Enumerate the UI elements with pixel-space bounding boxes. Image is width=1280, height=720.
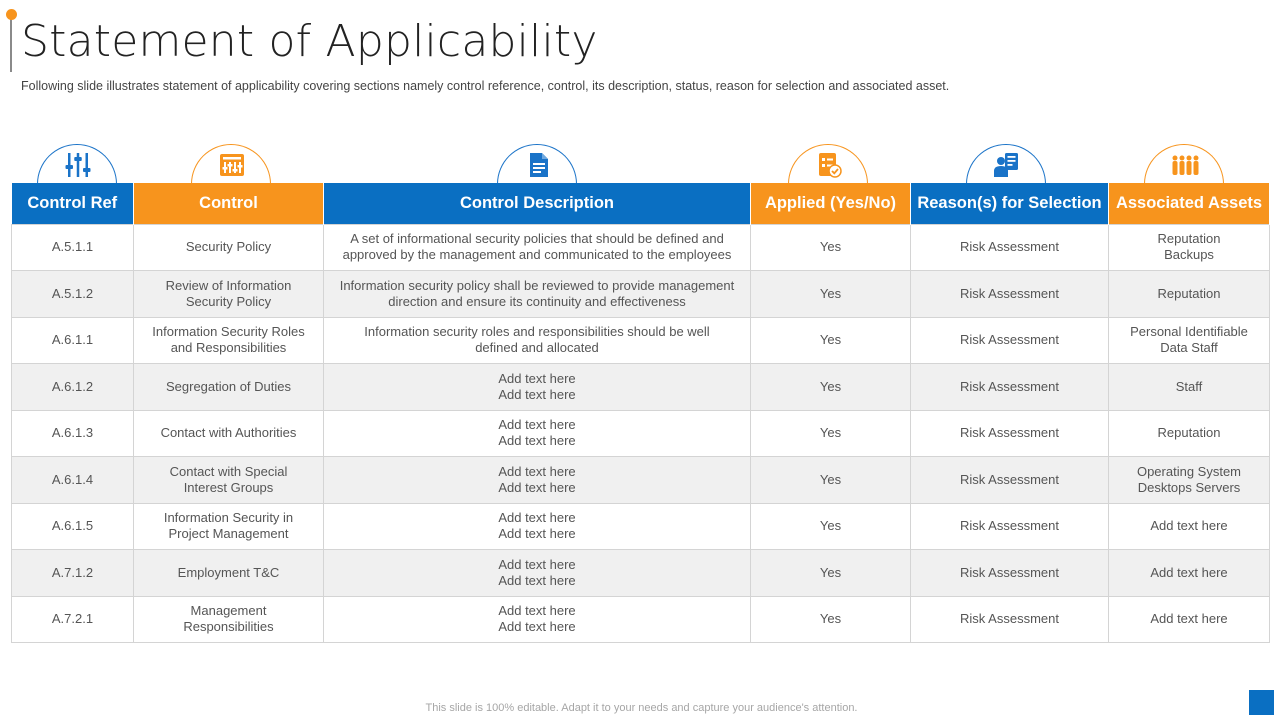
cell-description	[324, 596, 751, 643]
cell-assets-line: Add text here	[1150, 564, 1228, 580]
cell-assets	[1109, 224, 1270, 271]
cell-description-line: Add text here	[498, 463, 576, 479]
cell-control	[134, 457, 324, 504]
cell-assets-line: Data Staff	[1160, 340, 1218, 356]
cell-description-line: approved by the management and communicated to the employees	[342, 247, 732, 263]
cell-control-ref: A.6.1.1	[12, 317, 134, 364]
cell-assets-line: Backups	[1164, 247, 1214, 263]
page-subtitle: Following slide illustrates statement of applicability covering sections namely control reference, control, its description, status, reason for selection and associated asset.	[21, 79, 950, 93]
header-control-description: Control Description	[324, 183, 751, 224]
cell-applied: Yes	[751, 596, 911, 643]
cell-description-line: Add text here	[498, 619, 576, 635]
cell-assets-line: Reputation	[1157, 285, 1221, 301]
cell-description-line: Information security roles and responsibilities should be well	[364, 324, 710, 340]
control-ref-icon-badge	[37, 144, 117, 184]
cell-reason: Risk Assessment	[911, 503, 1109, 550]
cell-reason: Risk Assessment	[911, 317, 1109, 364]
cell-description-line: defined and allocated	[475, 340, 599, 356]
cell-reason: Risk Assessment	[911, 224, 1109, 271]
cell-assets	[1109, 364, 1270, 411]
cell-reason: Risk Assessment	[911, 596, 1109, 643]
table-row	[12, 596, 1270, 643]
cell-description	[324, 503, 751, 550]
header-associated-assets: Associated Assets	[1109, 183, 1270, 224]
header-applied: Applied (Yes/No)	[751, 183, 911, 224]
cell-control-ref: A.7.2.1	[12, 596, 134, 643]
cell-control-line: Contact with Special	[169, 463, 288, 479]
cell-assets	[1109, 503, 1270, 550]
cell-control-line: Project Management	[168, 526, 289, 542]
table-row	[12, 503, 1270, 550]
cell-control-line: Review of Information	[165, 277, 292, 293]
header-control: Control	[134, 183, 324, 224]
cell-description-line: Add text here	[498, 370, 576, 386]
cell-control-line: Security Policy	[185, 239, 272, 255]
cell-assets	[1109, 596, 1270, 643]
control-icon-badge	[191, 144, 271, 184]
table-row	[12, 550, 1270, 597]
table-row	[12, 364, 1270, 411]
cell-applied: Yes	[751, 271, 911, 318]
cell-assets-line: Personal Identifiable	[1130, 324, 1248, 340]
cell-control-ref: A.6.1.3	[12, 410, 134, 457]
cell-control	[134, 550, 324, 597]
corner-accent	[1249, 690, 1274, 715]
header-control-ref: Control Ref	[12, 183, 134, 224]
checklist-icon	[815, 151, 843, 179]
cell-control-line: Information Security in	[163, 510, 294, 526]
cell-description-line: Add text here	[498, 479, 576, 495]
cell-applied: Yes	[751, 503, 911, 550]
cell-description-line: Add text here	[498, 572, 576, 588]
cell-control-ref: A.5.1.2	[12, 271, 134, 318]
cell-applied: Yes	[751, 364, 911, 411]
cell-description-line: direction and ensure its continuity and effectiveness	[388, 293, 686, 309]
cell-description	[324, 364, 751, 411]
sliders-icon	[64, 151, 92, 179]
cell-description	[324, 271, 751, 318]
cell-reason: Risk Assessment	[911, 550, 1109, 597]
cell-control-line: Segregation of Duties	[165, 378, 292, 394]
cell-assets	[1109, 271, 1270, 318]
cell-control-line: Management	[190, 603, 267, 619]
cell-assets-line: Operating System	[1136, 463, 1242, 479]
cell-reason: Risk Assessment	[911, 457, 1109, 504]
title-accent-dot	[6, 9, 17, 20]
cell-assets-line: Add text here	[1150, 611, 1228, 627]
applicability-table	[11, 183, 1270, 643]
cell-control-ref: A.6.1.5	[12, 503, 134, 550]
cell-control	[134, 364, 324, 411]
cell-description-line: Add text here	[498, 603, 576, 619]
cell-assets-line: Reputation	[1157, 425, 1221, 441]
cell-control-line: Security Policy	[185, 293, 272, 309]
cell-assets-line: Add text here	[1150, 518, 1228, 534]
cell-description-line: A set of informational security policies that should be defined and	[350, 231, 724, 247]
cell-control	[134, 596, 324, 643]
cell-applied: Yes	[751, 317, 911, 364]
cell-control-ref: A.6.1.2	[12, 364, 134, 411]
cell-control-ref: A.7.1.2	[12, 550, 134, 597]
cell-description-line: Information security policy shall be reviewed to provide management	[339, 277, 735, 293]
cell-assets-line: Reputation	[1157, 231, 1221, 247]
cell-applied: Yes	[751, 550, 911, 597]
cell-control-line: Employment T&C	[177, 564, 280, 580]
cell-assets-line: Staff	[1175, 378, 1203, 394]
cell-assets	[1109, 317, 1270, 364]
footer-note: This slide is 100% editable. Adapt it to your needs and capture your audience's attention.	[425, 702, 858, 714]
cell-assets-line: Desktops Servers	[1137, 479, 1241, 495]
table-row	[12, 317, 1270, 364]
cell-description	[324, 317, 751, 364]
cell-description	[324, 457, 751, 504]
cell-assets	[1109, 457, 1270, 504]
page-title: Statement of Applicability	[21, 16, 598, 67]
cell-control-line: and Responsibilities	[170, 340, 287, 356]
cell-description-line: Add text here	[498, 417, 576, 433]
cell-assets	[1109, 410, 1270, 457]
cell-reason: Risk Assessment	[911, 410, 1109, 457]
people-group-icon	[1171, 151, 1199, 179]
cell-description	[324, 550, 751, 597]
cell-description-line: Add text here	[498, 433, 576, 449]
title-accent-line	[10, 14, 12, 72]
cell-description-line: Add text here	[498, 510, 576, 526]
cell-control-line: Responsibilities	[183, 619, 274, 635]
cell-description-line: Add text here	[498, 386, 576, 402]
assets-icon-badge	[1144, 144, 1224, 184]
cell-control	[134, 410, 324, 457]
table-row	[12, 457, 1270, 504]
cell-reason: Risk Assessment	[911, 271, 1109, 318]
reason-icon-badge	[966, 144, 1046, 184]
cell-reason: Risk Assessment	[911, 364, 1109, 411]
control-panel-icon	[218, 151, 246, 179]
cell-description	[324, 224, 751, 271]
cell-assets	[1109, 550, 1270, 597]
table-header-row	[12, 183, 1270, 224]
cell-description	[324, 410, 751, 457]
table-row	[12, 224, 1270, 271]
cell-control-line: Interest Groups	[183, 479, 274, 495]
cell-description-line: Add text here	[498, 526, 576, 542]
table-row	[12, 271, 1270, 318]
cell-applied: Yes	[751, 457, 911, 504]
header-reason: Reason(s) for Selection	[911, 183, 1109, 224]
document-icon	[524, 151, 552, 179]
selection-person-icon	[993, 151, 1021, 179]
cell-control	[134, 317, 324, 364]
table-row	[12, 410, 1270, 457]
cell-control-line: Contact with Authorities	[160, 425, 297, 441]
cell-control	[134, 224, 324, 271]
cell-description-line: Add text here	[498, 556, 576, 572]
cell-control-ref: A.5.1.1	[12, 224, 134, 271]
cell-applied: Yes	[751, 410, 911, 457]
cell-control-ref: A.6.1.4	[12, 457, 134, 504]
cell-control	[134, 503, 324, 550]
cell-control-line: Information Security Roles	[152, 324, 305, 340]
applied-icon-badge	[788, 144, 868, 184]
cell-applied: Yes	[751, 224, 911, 271]
cell-control	[134, 271, 324, 318]
description-icon-badge	[497, 144, 577, 184]
